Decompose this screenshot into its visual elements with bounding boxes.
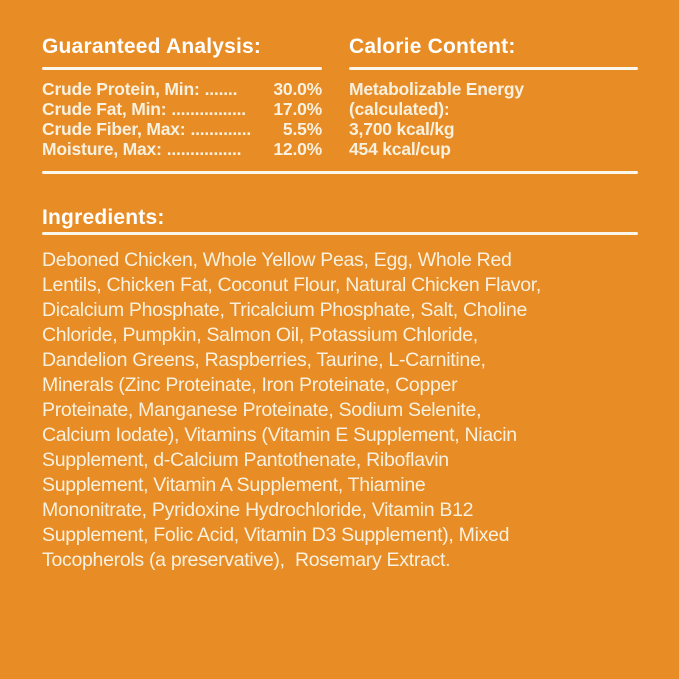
dot-leader: ....... bbox=[204, 79, 238, 99]
analysis-value: 12.0% bbox=[273, 139, 322, 159]
dot-leader: ................ bbox=[166, 139, 242, 159]
calorie-content-lines bbox=[349, 79, 638, 159]
ingredients-line: Dandelion Greens, Raspberries, Taurine, L-Carnitine, bbox=[42, 349, 486, 371]
analysis-label: Crude Protein, Min: bbox=[42, 79, 200, 99]
ingredients-line: Proteinate, Manganese Proteinate, Sodium Selenite, bbox=[42, 399, 482, 421]
ingredients-line: Mononitrate, Pyridoxine Hydrochloride, Vitamin B12 bbox=[42, 499, 474, 521]
guaranteed-analysis-column bbox=[42, 36, 322, 159]
ingredients-line: Minerals (Zinc Proteinate, Iron Proteinate, Copper bbox=[42, 374, 458, 396]
ingredients-heading: Ingredients: bbox=[42, 206, 165, 229]
analysis-calorie-section bbox=[42, 36, 638, 159]
ingredients-line: Supplement, Folic Acid, Vitamin D3 Supplement), Mixed bbox=[42, 524, 510, 546]
ingredients-line: Supplement, d-Calcium Pantothenate, Riboflavin bbox=[42, 449, 449, 471]
analysis-row-crude-protein bbox=[42, 79, 322, 99]
guaranteed-analysis-underline bbox=[42, 67, 322, 70]
calorie-line-calculated: (calculated): bbox=[349, 99, 450, 119]
analysis-value: 17.0% bbox=[273, 99, 322, 119]
calorie-line-metabolizable-energy: Metabolizable Energy bbox=[349, 79, 524, 99]
calorie-content-column bbox=[349, 36, 638, 159]
analysis-row-moisture bbox=[42, 139, 322, 159]
calorie-content-underline bbox=[349, 67, 638, 70]
ingredients-line: Chloride, Pumpkin, Salmon Oil, Potassium Chloride, bbox=[42, 324, 478, 346]
analysis-value: 30.0% bbox=[273, 79, 322, 99]
ingredients-line: Calcium Iodate), Vitamins (Vitamin E Supplement, Niacin bbox=[42, 424, 517, 446]
analysis-label: Crude Fiber, Max: bbox=[42, 119, 186, 139]
ingredients-line: Supplement, Vitamin A Supplement, Thiamine bbox=[42, 474, 426, 496]
dot-leader: ................ bbox=[171, 99, 246, 119]
ingredients-underline bbox=[42, 232, 638, 235]
analysis-row-crude-fat bbox=[42, 99, 322, 119]
analysis-label: Crude Fat, Min: bbox=[42, 99, 167, 119]
analysis-label: Moisture, Max: bbox=[42, 139, 162, 159]
ingredients-line: Tocopherols (a preservative), Rosemary Extract. bbox=[42, 549, 451, 571]
calorie-line-kcal-per-cup: 454 kcal/cup bbox=[349, 139, 451, 159]
calorie-line-kcal-per-kg: 3,700 kcal/kg bbox=[349, 119, 455, 139]
dot-leader: ............. bbox=[190, 119, 252, 139]
ingredients-list bbox=[42, 248, 638, 573]
analysis-row-crude-fiber bbox=[42, 119, 322, 139]
guaranteed-analysis-rows bbox=[42, 79, 322, 159]
ingredients-line: Lentils, Chicken Fat, Coconut Flour, Natural Chicken Flavor, bbox=[42, 274, 541, 296]
calorie-content-heading: Calorie Content: bbox=[349, 35, 516, 58]
guaranteed-analysis-heading: Guaranteed Analysis: bbox=[42, 35, 262, 58]
section-divider-line bbox=[42, 171, 638, 174]
analysis-value: 5.5% bbox=[282, 119, 322, 139]
ingredients-line: Dicalcium Phosphate, Tricalcium Phosphate, Salt, Choline bbox=[42, 299, 528, 321]
ingredients-line: Deboned Chicken, Whole Yellow Peas, Egg, Whole Red bbox=[42, 249, 512, 271]
